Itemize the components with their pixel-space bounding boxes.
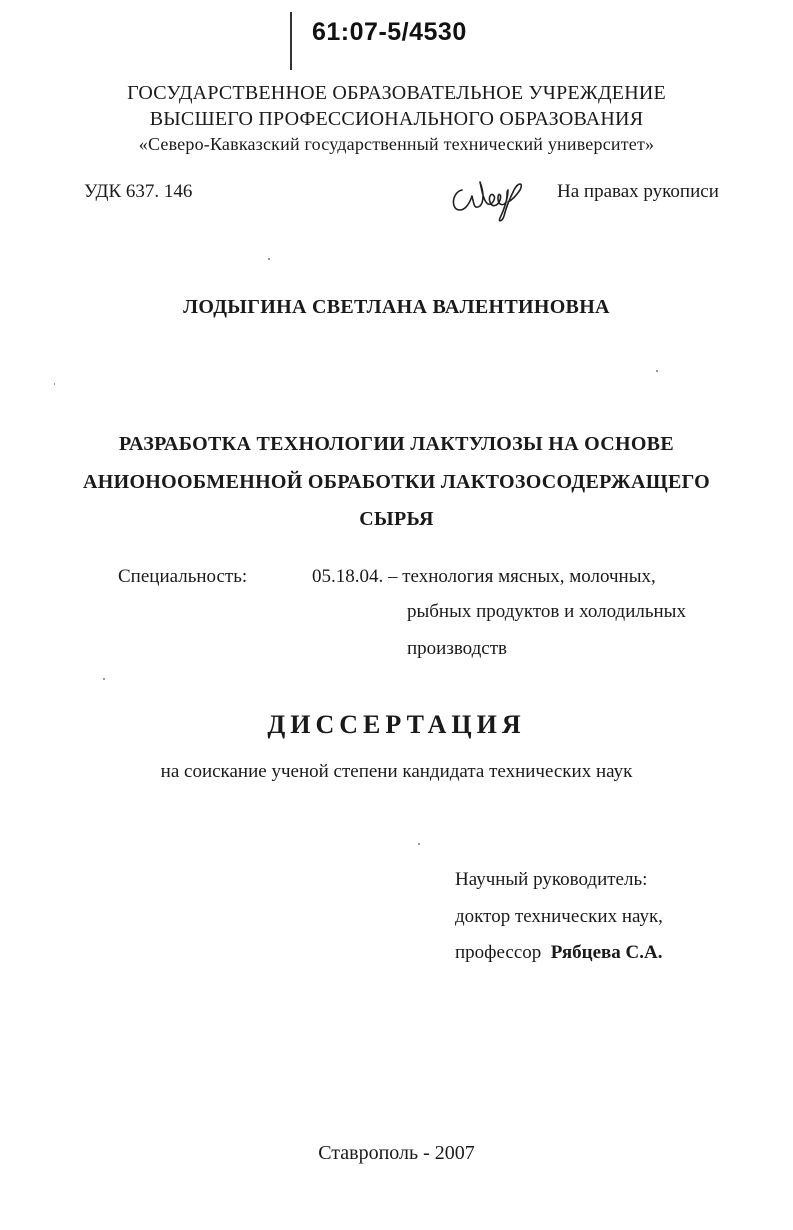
scan-speck <box>103 678 105 680</box>
udk-code: УДК 637. 146 <box>84 181 193 202</box>
scan-speck <box>268 258 270 260</box>
supervisor-degree: доктор технических наук, <box>455 906 663 927</box>
supervisor-label: Научный руководитель: <box>455 869 648 890</box>
scan-speck <box>54 383 55 385</box>
title-line-3: СЫРЬЯ <box>359 508 434 530</box>
scan-speck <box>418 843 420 845</box>
archive-code: 61:07-5/4530 <box>312 18 467 46</box>
signature-image <box>448 176 538 226</box>
degree-line: на соискание ученой степени кандидата технических наук <box>160 761 633 782</box>
supervisor-name: Рябцева С.А. <box>550 942 663 963</box>
specialty-line-1: 05.18.04. – технология мясных, молочных, <box>312 566 656 587</box>
specialty-line-3: производств <box>407 638 508 659</box>
title-line-2: АНИОНООБМЕННОЙ ОБРАБОТКИ ЛАКТОЗОСОДЕРЖАЩЕГО <box>82 471 711 493</box>
supervisor-rank: профессор <box>455 942 542 963</box>
manuscript-note: На правах рукописи <box>557 181 719 202</box>
author-name: ЛОДЫГИНА СВЕТЛАНА ВАЛЕНТИНОВНА <box>183 296 610 318</box>
title-line-1: РАЗРАБОТКА ТЕХНОЛОГИИ ЛАКТУЛОЗЫ НА ОСНОВЕ <box>119 433 674 455</box>
supervisor-line <box>455 942 663 964</box>
institution-line-3: «Северо-Кавказский государственный технический университет» <box>138 134 655 154</box>
dissertation-title: ДИССЕРТАЦИЯ <box>267 710 526 739</box>
specialty-line-2: рыбных продуктов и холодильных <box>407 601 686 622</box>
archive-stamp-rule <box>290 12 292 70</box>
institution-line-1: ГОСУДАРСТВЕННОЕ ОБРАЗОВАТЕЛЬНОЕ УЧРЕЖДЕНИЕ <box>127 82 666 104</box>
scan-speck <box>656 370 658 372</box>
specialty-label: Специальность: <box>118 566 248 587</box>
place-year: Ставрополь - 2007 <box>318 1142 475 1164</box>
institution-line-2: ВЫСШЕГО ПРОФЕССИОНАЛЬНОГО ОБРАЗОВАНИЯ <box>149 108 644 130</box>
